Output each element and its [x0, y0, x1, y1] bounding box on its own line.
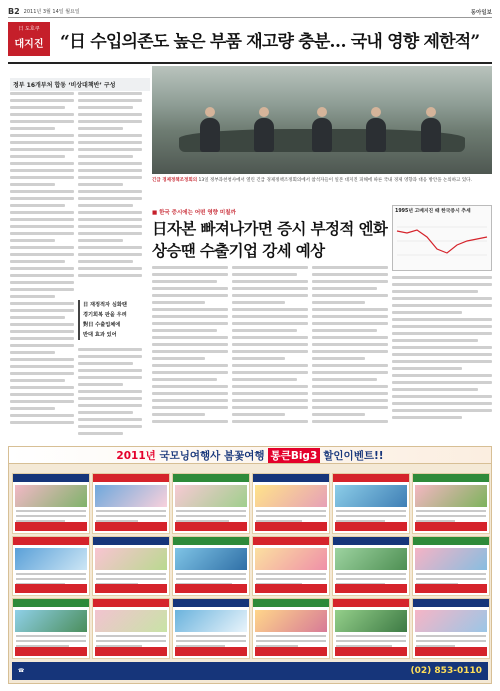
section-label-small: 日 도호쿠 [18, 26, 40, 32]
photo-caption-text: 13일 정부과천청사에서 열린 긴급 경제정책조정회의에서 참석자들이 일본 대지진 피해에 따른 국내 경제 영향과 대응 방안을 논의하고 있다. [198, 178, 472, 183]
article-body-left [10, 92, 74, 442]
photo-head [205, 107, 215, 117]
ad-package-tile[interactable] [172, 536, 250, 597]
ad-package-tile[interactable] [332, 598, 410, 659]
chart-line [397, 230, 487, 253]
ad-package-tile[interactable] [252, 598, 330, 659]
section-label-big: 대지진 [14, 39, 44, 50]
kospi-chart [392, 205, 492, 271]
page-number: B2 [8, 7, 20, 16]
ad-phone-number[interactable]: (02) 853-0110 [410, 666, 482, 676]
chart-plot [393, 215, 491, 267]
ad-package-tile[interactable] [332, 473, 410, 534]
ad-package-grid [12, 473, 490, 659]
photo-person [200, 118, 220, 152]
ad-headline [9, 447, 491, 464]
ad-package-tile[interactable] [412, 536, 490, 597]
ad-package-tile[interactable] [412, 598, 490, 659]
ad-headline-main: 국모닝여행사 봄꽃여행 [159, 449, 265, 462]
ad-headline-highlight: 통큰Big3 [268, 448, 321, 463]
photo-head [317, 107, 327, 117]
ad-package-tile[interactable] [172, 473, 250, 534]
ad-package-tile[interactable] [412, 473, 490, 534]
ad-headline-year: 2011년 [116, 449, 156, 462]
ad-package-tile[interactable] [92, 536, 170, 597]
article2-body-col-3 [312, 266, 388, 442]
photo-person [312, 118, 332, 152]
article-sidebox [78, 300, 142, 340]
sidebox-item: 경기회복 판을 우려 [83, 312, 127, 318]
ad-package-tile[interactable] [92, 598, 170, 659]
photo-head [371, 107, 381, 117]
ad-package-tile[interactable] [92, 473, 170, 534]
section-label [8, 22, 50, 56]
sidebox-item: 반대 효과 있어 [83, 332, 117, 338]
photo-head [259, 107, 269, 117]
main-headline: “日 수입의존도 높은 부품 재고량 충분… 국내 영향 제한적” [60, 32, 480, 52]
article-subhead: 정부 16개부처 합동 ‘비상대책반’ 구성 [10, 78, 150, 91]
travel-advertisement[interactable] [8, 446, 492, 684]
ad-footer [12, 662, 488, 680]
ad-package-tile[interactable] [252, 473, 330, 534]
article-body-left-3 [78, 348, 142, 442]
article2-body-col-4 [392, 276, 492, 442]
phone-icon: ☎ [18, 668, 25, 674]
photo-caption-label: 긴급 경제정책조정회의 [152, 178, 198, 183]
sidebox-item: 日 재정적자 심화땐 [83, 302, 127, 308]
article2-body-col-2 [232, 266, 308, 442]
chart-title: 1995년 고베지진 때 한국증시 추세 [395, 209, 471, 214]
newspaper-name: 동아일보 [470, 9, 492, 16]
meeting-photo [152, 66, 492, 174]
photo-person [254, 118, 274, 152]
headline-rule [8, 62, 492, 64]
sidebox-item: 對日 수출업체에 [83, 322, 121, 328]
photo-person [421, 118, 441, 152]
photo-person [366, 118, 386, 152]
article2-kicker: ■ 한국 증시에는 어떤 영향 미칠까 [152, 210, 236, 216]
ad-package-tile[interactable] [12, 598, 90, 659]
ad-package-tile[interactable] [332, 536, 410, 597]
article2-title: 日자본 빠져나가면 증시 부정적 엔화상승땐 수출기업 강세 예상 [152, 219, 388, 260]
photo-head [426, 107, 436, 117]
ad-headline-tail: 할인이벤트!! [323, 449, 384, 462]
ad-package-tile[interactable] [12, 473, 90, 534]
page-header-bar [8, 6, 492, 18]
article-body-left-2 [78, 92, 142, 292]
ad-package-tile[interactable] [12, 536, 90, 597]
article2-body-col-1 [152, 266, 228, 442]
photo-caption [152, 177, 492, 183]
ad-package-tile[interactable] [252, 536, 330, 597]
ad-package-tile[interactable] [172, 598, 250, 659]
publication-date: 2011년 3월 14일 월요일 [23, 9, 80, 15]
